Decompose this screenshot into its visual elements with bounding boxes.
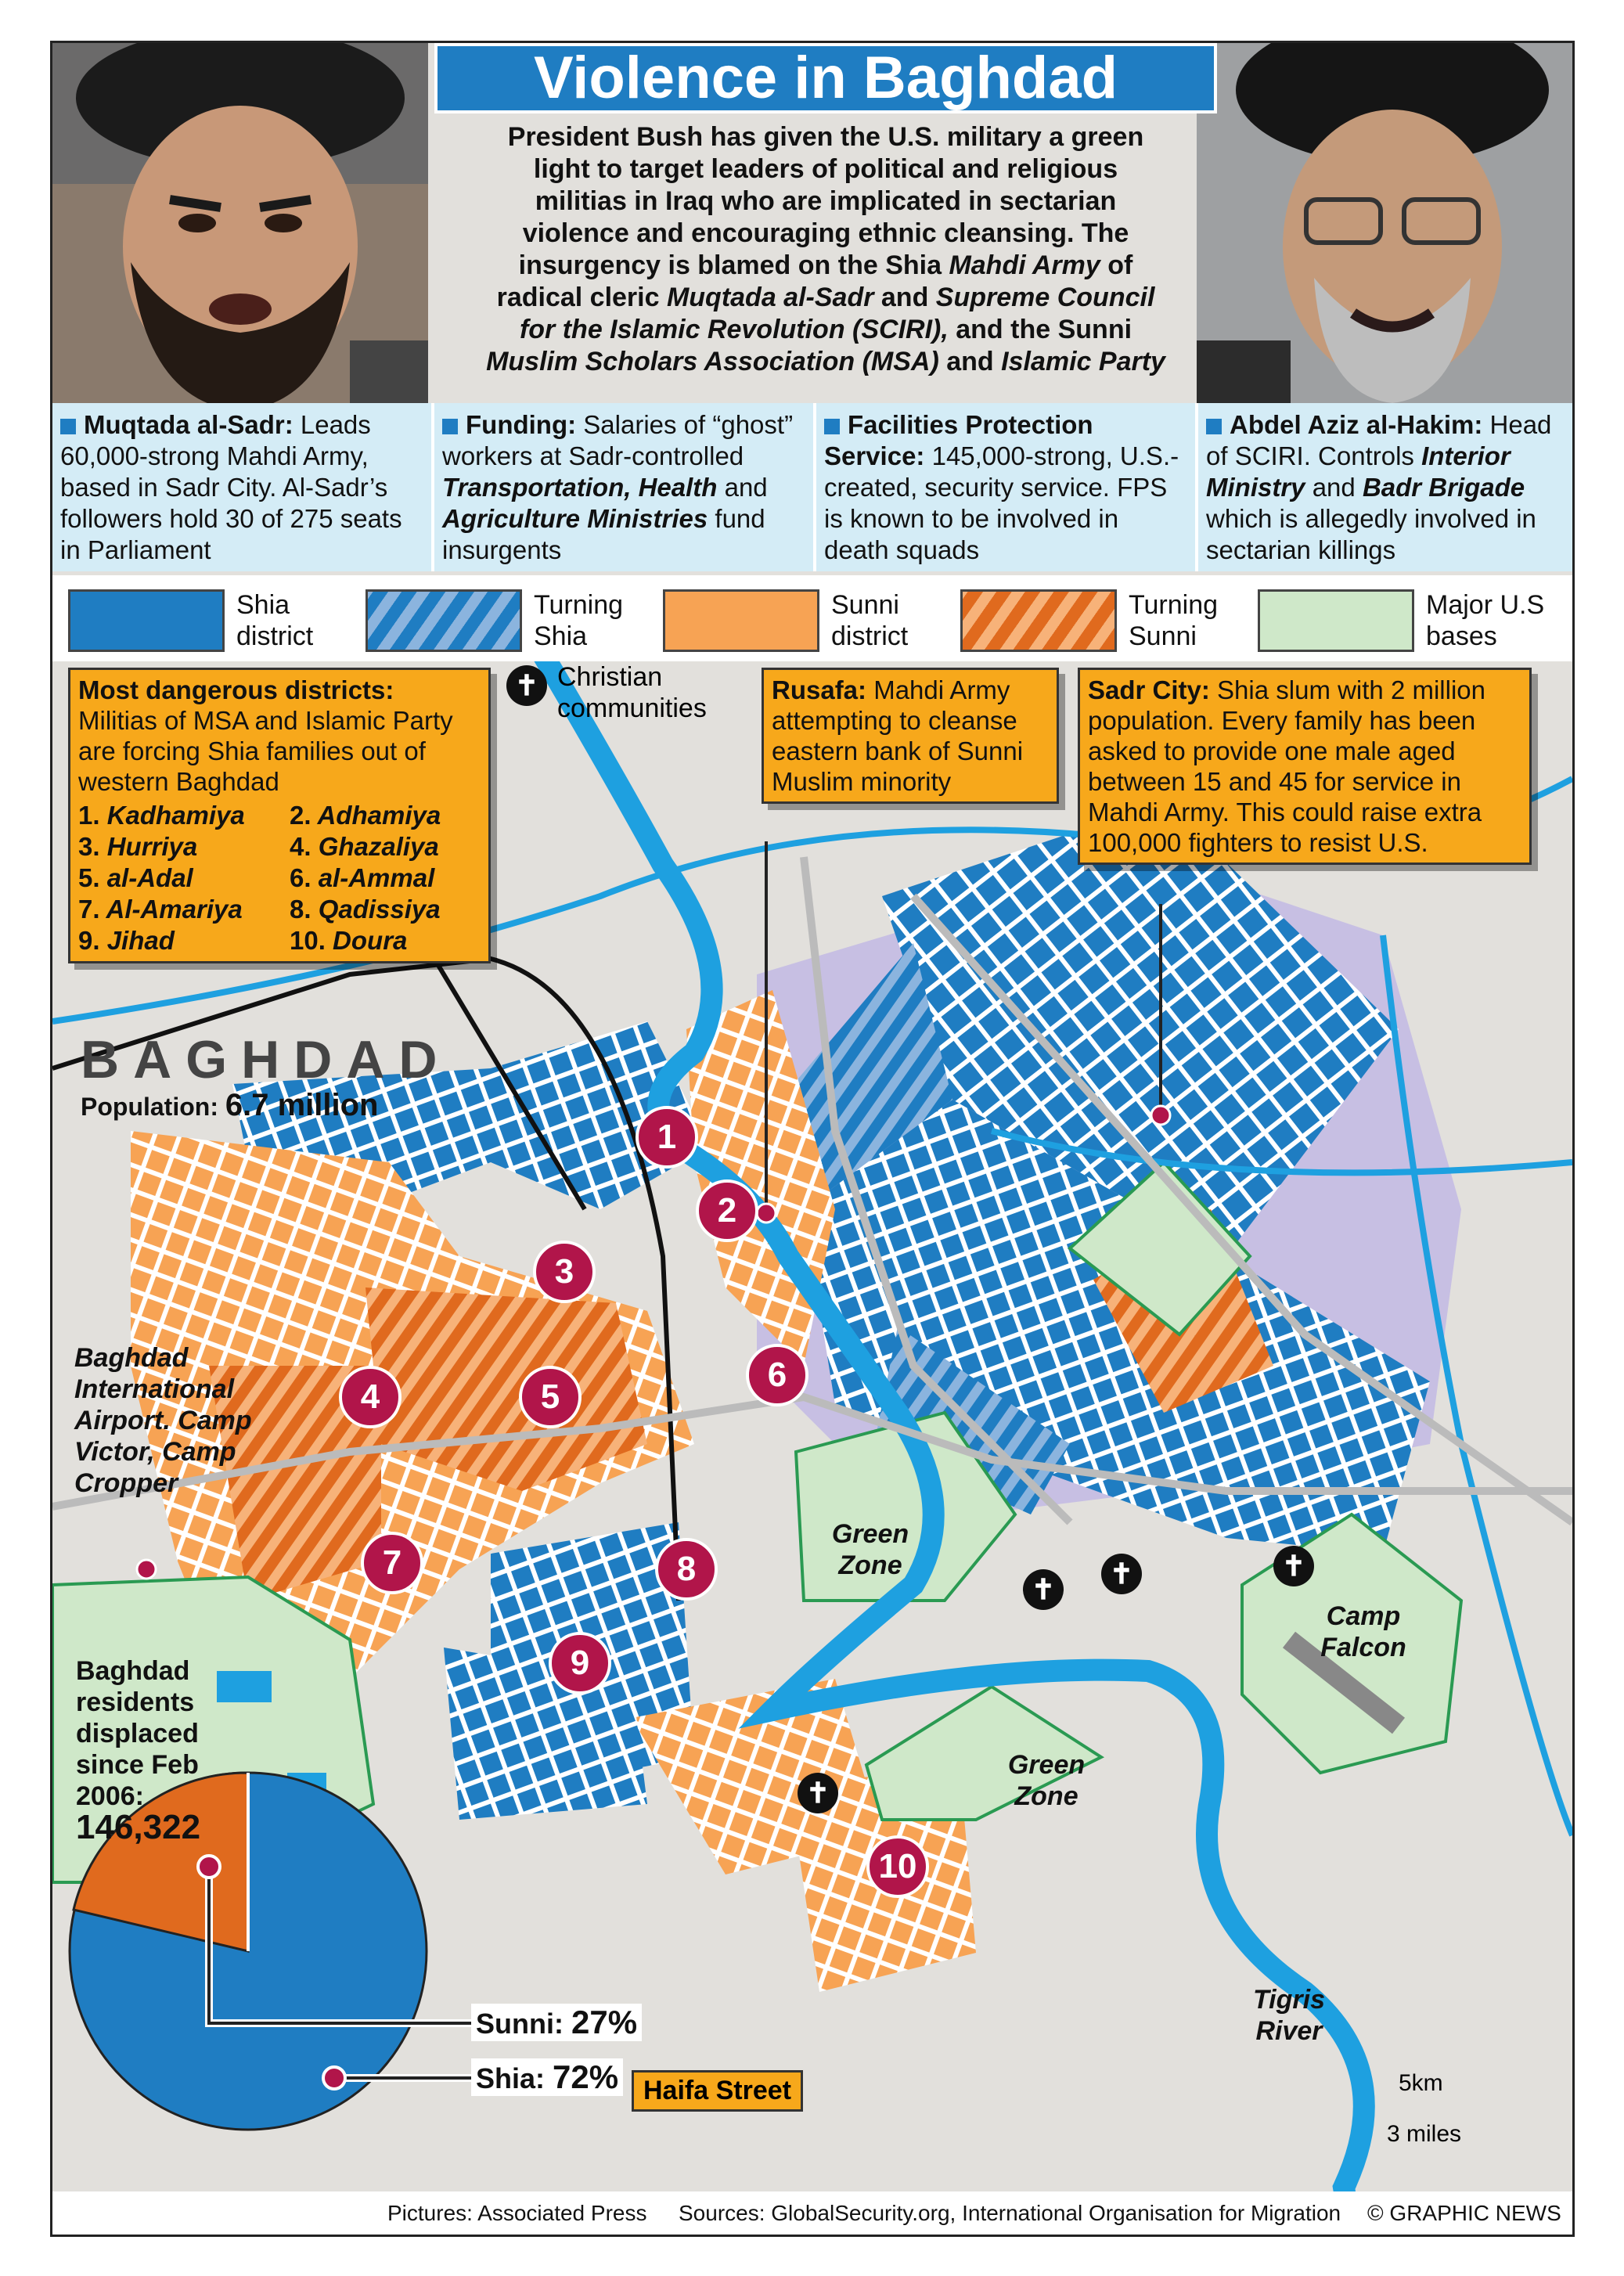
callout-rusafa: Rusafa: Mahdi Army attempting to cleanse eastern bank of Sunni Muslim minority bbox=[762, 668, 1059, 804]
christian-community-icon: ✝ bbox=[1101, 1554, 1142, 1594]
christian-community-icon: ✝ bbox=[798, 1773, 838, 1813]
population: Population: 6.7 million bbox=[81, 1088, 379, 1122]
info-box-sadr: Muqtada al-Sadr: Leads 60,000-strong Mahdi Army, based in Sadr City. Al-Sadr’s followers hold 30 of 275 seats in Parliament bbox=[52, 403, 434, 571]
label-green-zone-2: Green Zone bbox=[1007, 1750, 1086, 1811]
footer-pictures: Pictures: Associated Press bbox=[387, 2201, 647, 2225]
info-boxes bbox=[52, 403, 1572, 571]
bullet-square-icon bbox=[442, 419, 458, 434]
district-marker-6: 6 bbox=[746, 1344, 808, 1406]
intro-text: President Bush has given the U.S. military a green light to target leaders of political and religious militias in Iraq who are implicated in sectarian violence and encouraging ethnic cleansing. The insurgency is blamed on the Shia Mahdi Army of radical cleric Muqtada al-Sadr and Supreme Council for the Islamic Revolution (SCIRI), and the Sunni Muslim Scholars Association (MSA) and Islamic Party bbox=[486, 122, 1165, 376]
christian-community-icon: ✝ bbox=[506, 665, 547, 706]
label-airport: Baghdad International Airport. Camp Victor, Camp Cropper bbox=[74, 1343, 252, 1498]
dangerous-district-item: 6. al-Ammal bbox=[290, 863, 435, 892]
label-green-zone: Green Zone bbox=[831, 1519, 909, 1580]
photo-muqtada-al-sadr bbox=[52, 43, 428, 403]
dangerous-districts-list bbox=[78, 800, 481, 956]
bullet-square-icon bbox=[60, 419, 76, 434]
district-marker-3: 3 bbox=[533, 1241, 596, 1303]
district-marker-8: 8 bbox=[655, 1538, 718, 1601]
scale-miles: 3 miles bbox=[1387, 2121, 1462, 2147]
district-marker-9: 9 bbox=[549, 1632, 611, 1694]
baghdad-map bbox=[52, 661, 1572, 2235]
label-tigris-river: Tigris River bbox=[1253, 1985, 1325, 2046]
city-name: BAGHDAD bbox=[81, 1030, 452, 1089]
dangerous-district-item: 4. Ghazaliya bbox=[290, 832, 439, 861]
dangerous-district-item: 7. Al-Amariya bbox=[78, 895, 243, 924]
scale-km: 5km bbox=[1399, 2070, 1443, 2096]
dangerous-district-item: 1. Kadhamiya bbox=[78, 801, 245, 830]
footer-credit: © GRAPHIC NEWS bbox=[1367, 2201, 1561, 2225]
swatch-turning-sunni bbox=[960, 589, 1117, 652]
page-title: Violence in Baghdad bbox=[434, 43, 1217, 113]
displaced-residents: Baghdad residents displaced since Feb 2006: 146,322 bbox=[76, 1656, 201, 1846]
dangerous-district-item: 10. Doura bbox=[290, 926, 408, 955]
district-marker-4: 4 bbox=[339, 1366, 401, 1428]
swatch-turning-shia bbox=[365, 589, 522, 652]
footer bbox=[52, 2191, 1572, 2235]
dangerous-district-item: 9. Jihad bbox=[78, 926, 175, 955]
dangerous-district-item: 8. Qadissiya bbox=[290, 895, 441, 924]
legend-christian-label: Christian communities bbox=[557, 662, 707, 723]
photo-abdel-aziz-al-hakim bbox=[1197, 43, 1572, 403]
swatch-sunni bbox=[663, 589, 819, 652]
district-marker-1: 1 bbox=[636, 1106, 698, 1169]
map-legend: Shia district Turning Shia Sunni district Turning Sunni Major U.S bases bbox=[52, 575, 1572, 661]
info-box-hakim: Abdel Aziz al-Hakim: Head of SCIRI. Controls Interior Ministry and Badr Brigade which is allegedly involved in sectarian killings bbox=[1198, 403, 1572, 571]
christian-community-icon: ✝ bbox=[1023, 1569, 1064, 1610]
callout-most-dangerous: Most dangerous districts: Militias of MSA and Islamic Party are forcing Shia families out of western Baghdad 1. Kadhamiya 2. Adhamiya 3. Hurriya 4. Ghazaliya 5. al-Adal 6. al-Ammal 7. Al-Amariya 8. Qadissiya 9. Jihad 10. Doura bbox=[68, 668, 491, 963]
dangerous-district-item: 5. al-Adal bbox=[78, 863, 193, 892]
christian-community-icon: ✝ bbox=[1273, 1546, 1314, 1586]
info-box-fps: Facilities Protection Service: 145,000-strong, U.S.-created, security service. FPS is known to be involved in death squads bbox=[816, 403, 1198, 571]
callout-sadr-city: Sadr City: Shia slum with 2 million population. Every family has been asked to provide one male aged between 15 and 45 for service in Mahdi Army. This could raise extra 100,000 fighters to resist U.S. bbox=[1078, 668, 1532, 865]
swatch-shia bbox=[68, 589, 225, 652]
dangerous-district-item: 3. Hurriya bbox=[78, 832, 198, 861]
footer-sources: Sources: GlobalSecurity.org, International Organisation for Migration bbox=[679, 2201, 1341, 2225]
infographic bbox=[50, 41, 1575, 2237]
pie-label-shia: Shia: 72% bbox=[471, 2058, 623, 2096]
district-marker-2: 2 bbox=[696, 1179, 758, 1242]
label-camp-falcon: Camp Falcon bbox=[1320, 1601, 1406, 1662]
info-box-funding: Funding: Salaries of “ghost” workers at Sadr-controlled Transportation, Health and Agriculture Ministries fund insurgents bbox=[434, 403, 816, 571]
district-marker-7: 7 bbox=[361, 1532, 423, 1594]
pie-label-sunni: Sunni: 27% bbox=[471, 2004, 642, 2041]
bullet-square-icon bbox=[824, 419, 840, 434]
swatch-bases bbox=[1258, 589, 1414, 652]
bullet-square-icon bbox=[1206, 419, 1222, 434]
label-haifa-street: Haifa Street bbox=[632, 2070, 803, 2112]
district-marker-5: 5 bbox=[519, 1366, 582, 1428]
district-marker-10: 10 bbox=[866, 1835, 929, 1898]
dangerous-district-item: 2. Adhamiya bbox=[290, 801, 441, 830]
